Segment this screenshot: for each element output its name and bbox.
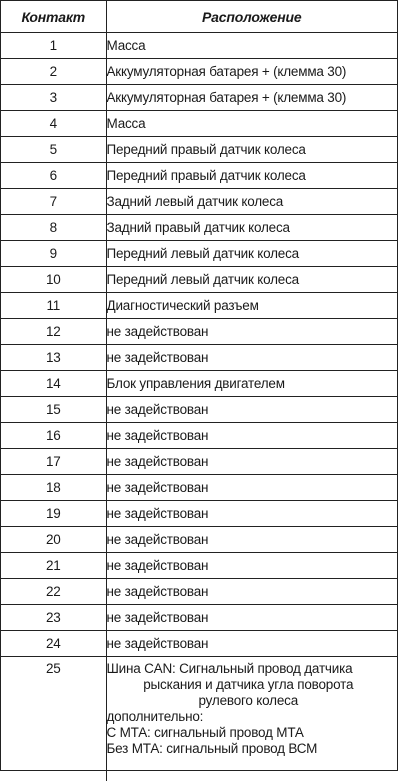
contact-number-cell: 18	[1, 475, 106, 501]
contact-number-cell: 6	[1, 163, 106, 189]
contact-number-cell: 23	[1, 605, 106, 631]
table-row	[1, 397, 397, 423]
location-cell: Аккумуляторная батарея + (клемма 30)	[106, 85, 397, 111]
location-cell: не задействован	[106, 475, 397, 501]
table-row	[1, 605, 397, 631]
table-row	[1, 657, 397, 781]
table-row	[1, 267, 397, 293]
contact-number-cell: 9	[1, 241, 106, 267]
location-line: Шина CAN: Сигнальный провод датчика	[107, 661, 398, 677]
table-row	[1, 33, 397, 59]
contact-number-cell: 3	[1, 85, 106, 111]
location-cell: Передний левый датчик колеса	[106, 267, 397, 293]
contact-number-cell: 12	[1, 319, 106, 345]
contact-number-cell: 17	[1, 449, 106, 475]
contact-number-cell: 21	[1, 553, 106, 579]
location-cell: Передний левый датчик колеса	[106, 241, 397, 267]
contact-number-cell: 25	[1, 657, 106, 781]
location-cell: не задействован	[106, 501, 397, 527]
location-line: С МТА: сигнальный провод МТА	[107, 725, 398, 741]
location-cell: Задний левый датчик колеса	[106, 189, 397, 215]
table-row	[1, 579, 397, 605]
location-line: Без МТА: сигнальный провод ВСМ	[107, 741, 398, 757]
location-cell: не задействован	[106, 449, 397, 475]
contact-table	[1, 1, 397, 781]
location-cell: не задействован	[106, 579, 397, 605]
contact-number-cell: 15	[1, 397, 106, 423]
table-row	[1, 527, 397, 553]
table-header-row	[1, 1, 397, 33]
location-cell: Диагностический разъем	[106, 293, 397, 319]
location-cell: не задействован	[106, 553, 397, 579]
location-cell: Масса	[106, 33, 397, 59]
contact-number-cell: 19	[1, 501, 106, 527]
table-row	[1, 85, 397, 111]
table-row	[1, 345, 397, 371]
location-cell: не задействован	[106, 527, 397, 553]
table-row	[1, 293, 397, 319]
location-cell: Передний правый датчик колеса	[106, 137, 397, 163]
table-row	[1, 215, 397, 241]
location-line: дополнительно:	[107, 709, 398, 725]
table-row	[1, 631, 397, 657]
location-cell: Блок управления двигателем	[106, 371, 397, 397]
location-cell: не задействован	[106, 345, 397, 371]
location-line: рулевого колеса	[107, 693, 398, 709]
contact-number-cell: 20	[1, 527, 106, 553]
location-cell: не задействован	[106, 605, 397, 631]
table-row	[1, 189, 397, 215]
location-cell: не задействован	[106, 319, 397, 345]
contact-number-cell: 10	[1, 267, 106, 293]
table-body	[1, 33, 397, 781]
table-row	[1, 137, 397, 163]
location-cell-multiline	[106, 657, 397, 781]
location-cell: не задействован	[106, 631, 397, 657]
table-row	[1, 371, 397, 397]
location-cell: Передний правый датчик колеса	[106, 163, 397, 189]
table-row	[1, 59, 397, 85]
table-row	[1, 423, 397, 449]
location-cell: не задействован	[106, 397, 397, 423]
table-row	[1, 319, 397, 345]
header-contact: Контакт	[1, 1, 106, 33]
location-cell: Задний правый датчик колеса	[106, 215, 397, 241]
location-cell: Аккумуляторная батарея + (клемма 30)	[106, 59, 397, 85]
contact-number-cell: 8	[1, 215, 106, 241]
table-row	[1, 111, 397, 137]
contact-number-cell: 22	[1, 579, 106, 605]
location-cell: Масса	[106, 111, 397, 137]
contact-number-cell: 1	[1, 33, 106, 59]
table-row	[1, 475, 397, 501]
location-cell: не задействован	[106, 423, 397, 449]
contact-number-cell: 7	[1, 189, 106, 215]
header-location: Расположение	[106, 1, 397, 33]
table-row	[1, 449, 397, 475]
contact-number-cell: 2	[1, 59, 106, 85]
contact-number-cell: 11	[1, 293, 106, 319]
table-row	[1, 553, 397, 579]
contact-number-cell: 24	[1, 631, 106, 657]
contact-number-cell: 5	[1, 137, 106, 163]
table-row	[1, 241, 397, 267]
contact-number-cell: 14	[1, 371, 106, 397]
location-line: рыскания и датчика угла поворота	[107, 677, 398, 693]
table-row	[1, 163, 397, 189]
contact-number-cell: 4	[1, 111, 106, 137]
table-row	[1, 501, 397, 527]
contact-number-cell: 16	[1, 423, 106, 449]
contact-number-cell: 13	[1, 345, 106, 371]
